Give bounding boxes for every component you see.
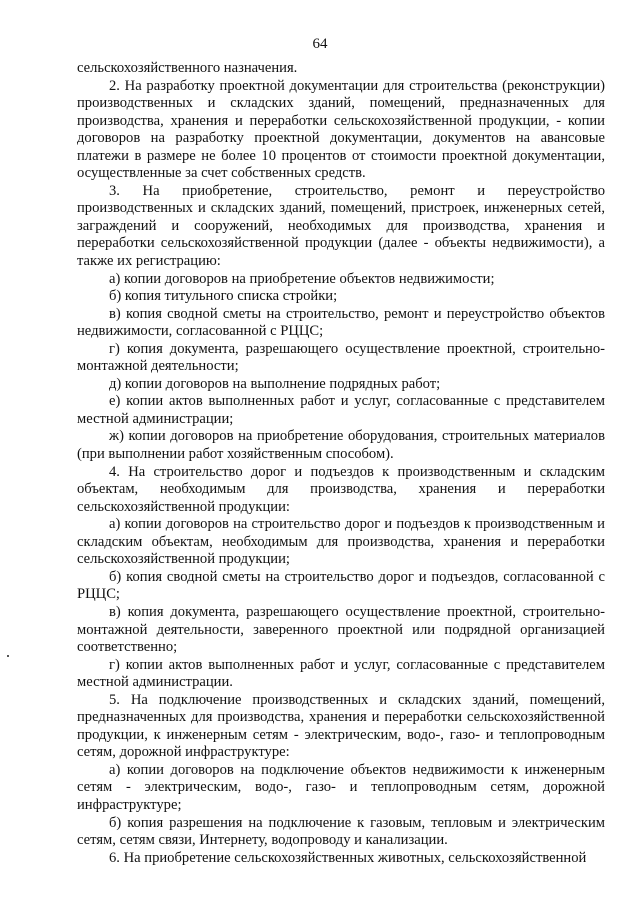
paragraph-item-5b: б) копия разрешения на подключение к газовым, тепловым и электрическим сетям, сетям связи, Интернету, водопроводу и канализации. <box>77 814 605 849</box>
paragraph-item-4a: а) копии договоров на строительство дорог и подъездов к производственным и складским объектам, необходимым для производства, хранения и переработки сельскохозяйственной продукции; <box>77 516 605 568</box>
margin-speck <box>7 655 9 657</box>
paragraph-item-3b: б) копия титульного списка стройки; <box>109 288 338 305</box>
paragraph-item-5: 5. На подключение производственных и складских зданий, помещений, предназначенных для производства, хранения и переработки сельскохозяйственной продукции, к инженерным сетям - электрическим, водо-, газо- и теплопроводным сетям, дорожной инфраструктуре: <box>77 691 605 761</box>
paragraph-item-3f: е) копии актов выполненных работ и услуг, согласованные с представителем местной администрации; <box>77 393 605 427</box>
paragraph-item-5a: а) копии договоров на подключение объектов недвижимости к инженерным сетям - электрическим, водо-, газо- и теплопроводным сетям, дорожной инфраструктуре; <box>77 761 605 813</box>
paragraph-item-3a: а) копии договоров на приобретение объектов недвижимости; <box>109 270 495 287</box>
page-body <box>77 60 605 867</box>
page-number: 64 <box>312 36 328 52</box>
paragraph-item-4: 4. На строительство дорог и подъездов к производственным и складским объектам, необходимым для производства, хранения и переработки сельскохозяйственной продукции: <box>77 463 605 515</box>
paragraph-item-3g: ж) копии договоров на приобретение оборудования, строительных материалов (при выполнении работ хозяйственным способом). <box>77 428 605 463</box>
paragraph-item-4b: б) копия сводной сметы на строительство дорог и подъездов, согласованной с РЦЦС; <box>77 568 605 603</box>
paragraph-item-4c: в) копия документа, разрешающего осуществление проектной, строительно-монтажной деятельности, заверенного проектной или подрядной организацией соответственно; <box>77 603 605 656</box>
paragraph-item-3c: в) копия сводной сметы на строительство, ремонт и переустройство объектов недвижимости, согласованной с РЦЦС; <box>77 305 605 340</box>
paragraph-item-3: 3. На приобретение, строительство, ремонт и переустройство производственных и складских зданий, помещений, пристроек, инженерных сетей, заграждений и сооружений, необходимых для производства, хранения и переработки сельскохозяйственной продукции (далее - объекты недвижимости), а также их регистрацию: <box>77 182 605 270</box>
paragraph-item-3d: г) копия документа, разрешающего осуществление проектной, строительно-монтажной деятельности; <box>77 340 605 375</box>
paragraph-item-6: 6. На приобретение сельскохозяйственных животных, сельскохозяйственной <box>109 849 587 866</box>
paragraph-item-3e: д) копии договоров на выполнение подрядных работ; <box>109 375 441 392</box>
paragraph-item-4d: г) копии актов выполненных работ и услуг, согласованные с представителем местной администрации. <box>77 656 605 691</box>
paragraph-continuation: сельскохозяйственного назначения. <box>77 60 298 76</box>
paragraph-item-2: 2. На разработку проектной документации для строительства (реконструкции) производственных и складских зданий, помещений, предназначенных для производства, хранения и переработки сельскохозяйственной продукции, - копии договоров на разработку проектной документации, документов на авансовые платежи в размере не более 10 процентов от стоимости проектной документации, осуществленные за счет собственных средств. <box>77 77 605 182</box>
